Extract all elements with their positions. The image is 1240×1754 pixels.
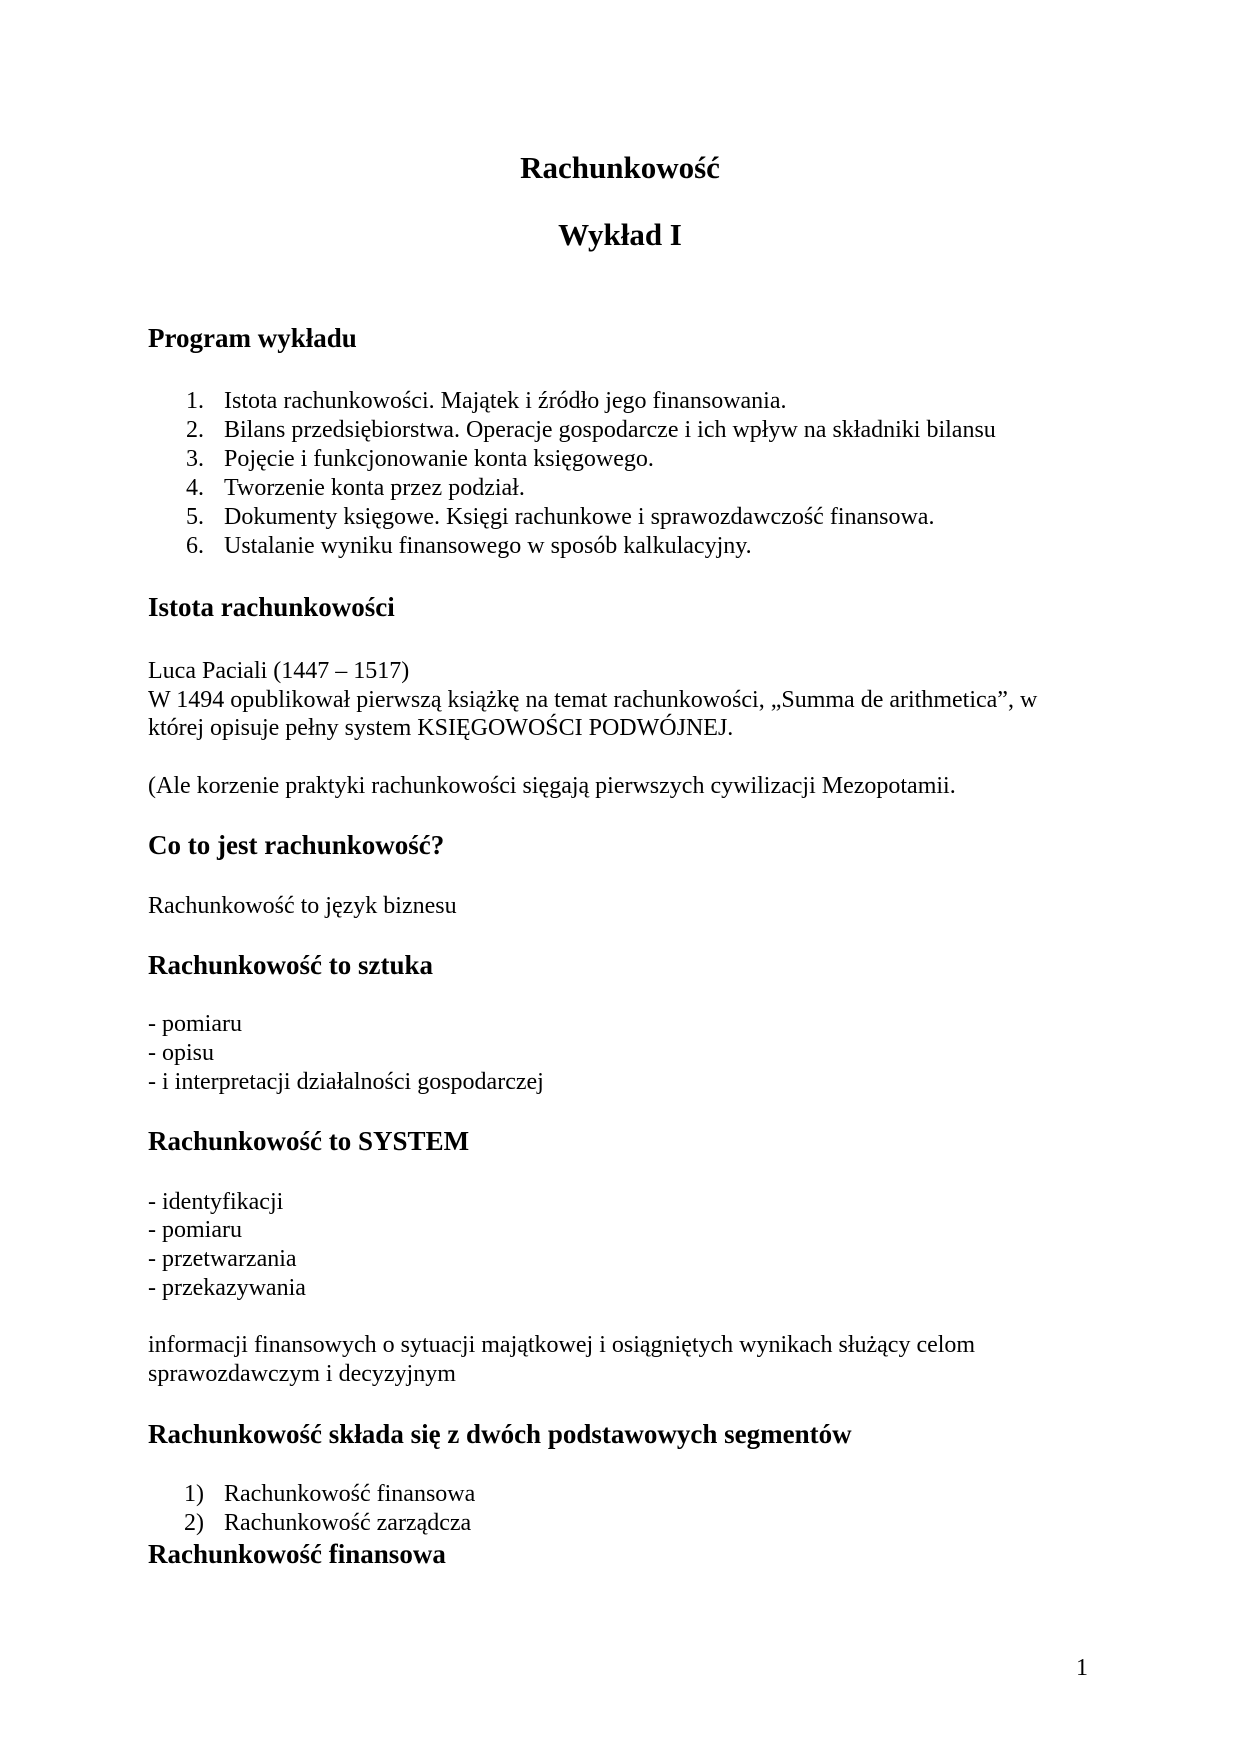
- dash-item: - i interpretacji działalności gospodarczej: [148, 1069, 544, 1095]
- list-number: 5.: [186, 504, 204, 530]
- list-number: 1): [184, 1481, 204, 1507]
- list-item: Dokumenty księgowe. Księgi rachunkowe i sprawozdawczość finansowa.: [224, 504, 935, 530]
- paragraph-line: informacji finansowych o sytuacji majątkowej i osiągniętych wynikach służący celom: [148, 1332, 976, 1358]
- list-item: Istota rachunkowości. Majątek i źródło jego finansowania.: [224, 388, 787, 414]
- dash-item: - pomiaru: [148, 1217, 242, 1243]
- paragraph-line: Rachunkowość to język biznesu: [148, 893, 457, 919]
- page-number: 1: [1076, 1655, 1088, 1681]
- list-number: 1.: [186, 388, 204, 414]
- list-number: 2): [184, 1510, 204, 1536]
- paragraph-line: (Ale korzenie praktyki rachunkowości sięgają pierwszych cywilizacji Mezopotamii.: [148, 773, 956, 799]
- heading-segmenty: Rachunkowość składa się z dwóch podstawowych segmentów: [148, 1419, 852, 1449]
- heading-co-to-jest: Co to jest rachunkowość?: [148, 830, 445, 860]
- heading-system: Rachunkowość to SYSTEM: [148, 1126, 470, 1156]
- list-item: Pojęcie i funkcjonowanie konta księgowego.: [224, 446, 654, 472]
- heading-program: Program wykładu: [148, 323, 357, 353]
- paragraph-line: sprawozdawczym i decyzyjnym: [148, 1361, 456, 1387]
- dash-item: - przekazywania: [148, 1275, 306, 1301]
- paragraph-line: Luca Paciali (1447 – 1517): [148, 658, 410, 684]
- dash-item: - identyfikacji: [148, 1189, 284, 1215]
- dash-item: - pomiaru: [148, 1011, 242, 1037]
- list-item: Rachunkowość finansowa: [224, 1481, 476, 1507]
- list-item: Ustalanie wyniku finansowego w sposób kalkulacyjny.: [224, 533, 752, 559]
- list-number: 6.: [186, 533, 204, 559]
- list-item: Bilans przedsiębiorstwa. Operacje gospodarcze i ich wpływ na składniki bilansu: [224, 417, 996, 443]
- document-subtitle: Wykład I: [558, 217, 682, 252]
- list-item: Tworzenie konta przez podział.: [224, 475, 525, 501]
- list-item: Rachunkowość zarządcza: [224, 1510, 472, 1536]
- list-number: 4.: [186, 475, 204, 501]
- paragraph-line: W 1494 opublikował pierwszą książkę na temat rachunkowości, „Summa de arithmetica”, w: [148, 687, 1038, 713]
- heading-finansowa: Rachunkowość finansowa: [148, 1539, 446, 1569]
- list-number: 2.: [186, 417, 204, 443]
- heading-sztuka: Rachunkowość to sztuka: [148, 950, 434, 980]
- paragraph-line: której opisuje pełny system KSIĘGOWOŚCI PODWÓJNEJ.: [148, 715, 734, 741]
- dash-item: - opisu: [148, 1040, 214, 1066]
- list-number: 3.: [186, 446, 204, 472]
- dash-item: - przetwarzania: [148, 1246, 297, 1272]
- document-title: Rachunkowość: [520, 150, 720, 185]
- heading-istota: Istota rachunkowości: [148, 592, 395, 622]
